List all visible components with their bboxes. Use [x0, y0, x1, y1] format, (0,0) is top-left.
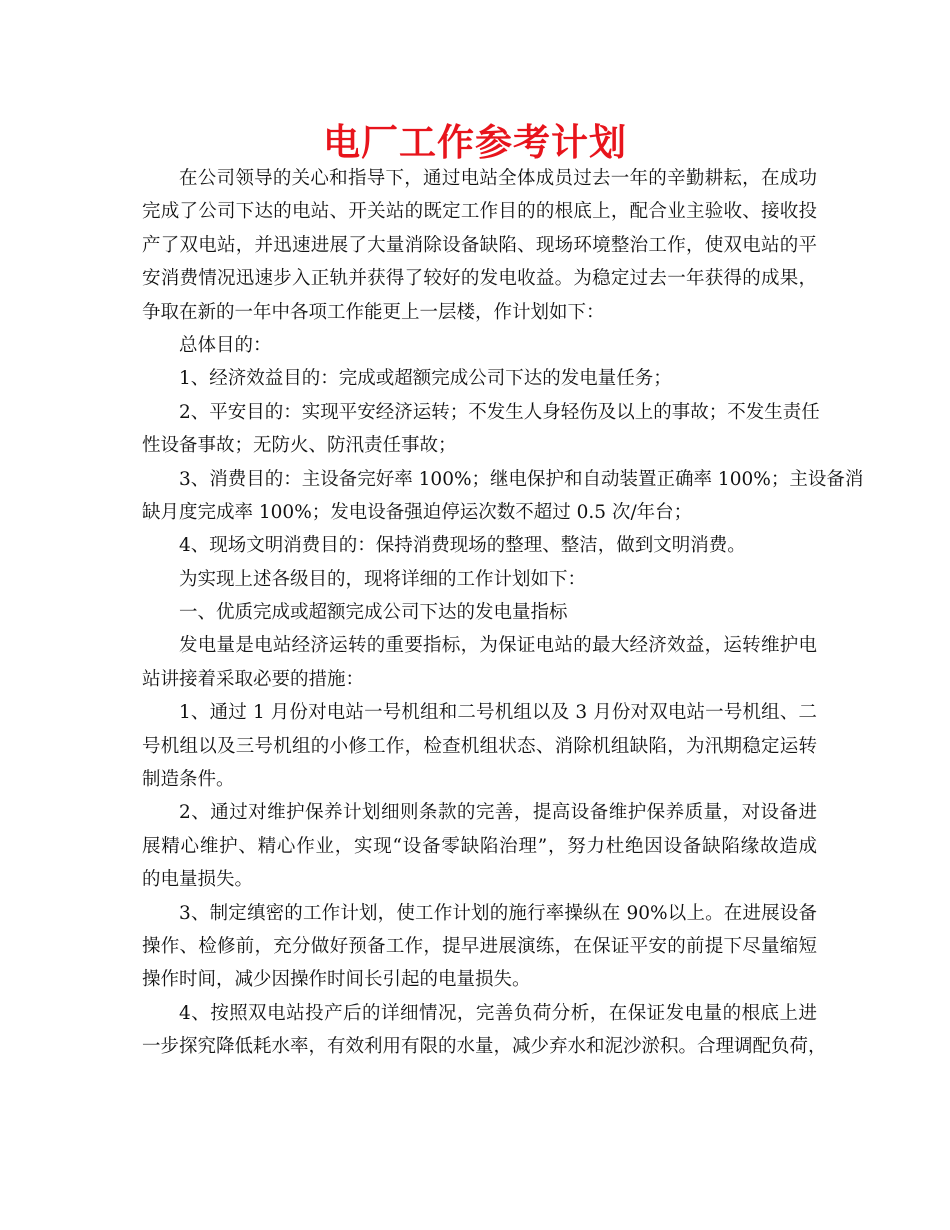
text-line: 4、按照双电站投产后的详细情况，完善负荷分析，在保证发电量的根底上进	[179, 1002, 817, 1024]
text-line: 完成了公司下达的电站、开关站的既定工作目的的根底上，配合业主验收、接收投	[142, 201, 817, 223]
text-line: 性设备事故；无防火、防汛责任事故；	[142, 435, 457, 457]
text-line: 一步探究降低耗水率，有效利用有限的水量，减少弃水和泥沙淤积。合理调配负荷，	[142, 1036, 827, 1058]
text-line: 发电量是电站经济运转的重要指标，为保证电站的最大经济效益，运转维护电	[179, 635, 817, 657]
text-line: 安消费情况迅速步入正轨并获得了较好的发电收益。为稳定过去一年获得的成果，	[142, 268, 817, 290]
text-line: 2、通过对维护保养计划细则条款的完善，提高设备维护保养质量，对设备进	[179, 802, 817, 824]
document-body	[142, 162, 864, 1064]
text-line: 展精心维护、精心作业，实现“设备零缺陷治理”，努力杜绝因设备缺陷缘故造成	[142, 835, 817, 857]
text-line: 1、经济效益目的：完成或超额完成公司下达的发电量任务；	[179, 368, 672, 390]
text-line: 缺月度完成率 100%；发电设备强迫停运次数不超过 0.5 次/年台；	[142, 501, 693, 523]
text-line: 在公司领导的关心和指导下，通过电站全体成员过去一年的辛勤耕耘，在成功	[179, 168, 817, 189]
text-line: 3、消费目的：主设备完好率 100%；继电保护和自动装置正确率 100%；主设备消	[179, 468, 864, 490]
text-line: 2、平安目的：实现平安经济运转；不发生人身轻伤及以上的事故；不发生责任	[179, 401, 820, 423]
text-line: 争取在新的一年中各项工作能更上一层楼，作计划如下：	[142, 301, 605, 323]
text-line: 的电量损失。	[142, 869, 254, 891]
text-line: 一、优质完成或超额完成公司下达的发电量指标	[179, 602, 568, 624]
text-line: 号机组以及三号机组的小修工作，检查机组状态、消除机组缺陷，为汛期稳定运转	[142, 735, 817, 757]
text-line: 3、制定缜密的工作计划，使工作计划的施行率操纵在 90%以上。在进展设备	[179, 902, 817, 924]
text-line: 产了双电站，并迅速进展了大量消除设备缺陷、现场环境整治工作，使双电站的平	[142, 234, 817, 256]
text-line: 操作、检修前，充分做好预备工作，提早进展演练，在保证平安的前提下尽量缩短	[142, 935, 817, 957]
text-line: 总体目的：	[179, 334, 272, 356]
text-line: 4、现场文明消费目的：保持消费现场的整理、整洁，做到文明消费。	[179, 535, 746, 557]
text-line: 操作时间，减少因操作时间长引起的电量损失。	[142, 969, 531, 991]
text-line: 站讲接着采取必要的措施：	[142, 668, 365, 690]
text-line: 1、通过 1 月份对电站一号机组和二号机组以及 3 月份对双电站一号机组、二	[179, 702, 817, 724]
text-line: 为实现上述各级目的，现将详细的工作计划如下：	[179, 568, 587, 590]
text-line: 制造条件。	[142, 769, 235, 791]
document-title: 电厂工作参考计划	[323, 121, 627, 164]
